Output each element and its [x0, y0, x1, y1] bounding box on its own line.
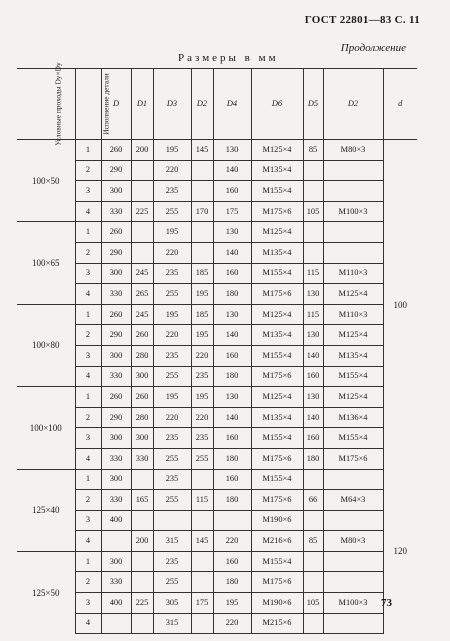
cell-d: 330 [101, 201, 131, 222]
cell-d2b [323, 551, 383, 572]
cell-d2a: 185 [191, 263, 213, 284]
cell-d6: M216×6 [251, 531, 303, 552]
cell-d2a: 235 [191, 366, 213, 387]
cell-d3: 220 [153, 325, 191, 346]
cell-version: 2 [75, 572, 101, 593]
cell-version: 2 [75, 407, 101, 428]
cell-d [101, 531, 131, 552]
cell-d3: 220 [153, 242, 191, 263]
cell-d5 [303, 160, 323, 181]
cell-d: 330 [101, 448, 131, 469]
table-row [17, 284, 417, 305]
cell-d3: 235 [153, 428, 191, 449]
table-row [17, 325, 417, 346]
cell-d: 400 [101, 593, 131, 614]
cell-d1: 245 [131, 304, 153, 325]
cell-version: 1 [75, 140, 101, 161]
cell-d: 260 [101, 304, 131, 325]
cell-version: 2 [75, 490, 101, 511]
cell-d5 [303, 613, 323, 634]
cell-version: 4 [75, 448, 101, 469]
cell-d6: M175×6 [251, 448, 303, 469]
cell-d1 [131, 160, 153, 181]
cell-version: 1 [75, 304, 101, 325]
cell-d5 [303, 572, 323, 593]
cell-d2a [191, 222, 213, 243]
cell-d1: 200 [131, 140, 153, 161]
cell-d2b [323, 572, 383, 593]
cell-version: 4 [75, 366, 101, 387]
table-row [17, 469, 417, 490]
table-row [17, 345, 417, 366]
col-header-d: D [101, 69, 131, 140]
cell-d: 260 [101, 387, 131, 408]
cell-d1: 225 [131, 593, 153, 614]
col-header-d3: D3 [153, 69, 191, 140]
cell-d2b: M175×6 [323, 448, 383, 469]
cell-d2a: 255 [191, 448, 213, 469]
cell-d2b: M155×4 [323, 366, 383, 387]
cell-d3: 235 [153, 469, 191, 490]
cell-d2b [323, 181, 383, 202]
cell-d2b: M110×3 [323, 304, 383, 325]
cell-d3: 315 [153, 613, 191, 634]
cell-d5: 85 [303, 140, 323, 161]
cell-d4: 140 [213, 242, 251, 263]
cell-d1: 165 [131, 490, 153, 511]
cell-d2a [191, 469, 213, 490]
col-header-d5: D5 [303, 69, 323, 140]
cell-d2b: M155×4 [323, 428, 383, 449]
standard-header: ГОСТ 22801—83 С. 11 [304, 14, 420, 26]
conditional-passage-cell: 100×100 [17, 387, 75, 469]
cell-d3: 220 [153, 407, 191, 428]
table-row [17, 222, 417, 243]
table-row [17, 140, 417, 161]
cell-d: 330 [101, 572, 131, 593]
cell-d: 290 [101, 407, 131, 428]
cell-d3: 305 [153, 593, 191, 614]
cell-version: 4 [75, 613, 101, 634]
cell-d3: 235 [153, 181, 191, 202]
cell-d3: 235 [153, 263, 191, 284]
cell-d4: 180 [213, 572, 251, 593]
cell-d2a: 145 [191, 531, 213, 552]
cell-d4: 140 [213, 407, 251, 428]
cell-version: 3 [75, 345, 101, 366]
cell-d4: 175 [213, 201, 251, 222]
cell-d5 [303, 551, 323, 572]
cell-d2b: M125×4 [323, 284, 383, 305]
cell-d2b: M100×3 [323, 201, 383, 222]
cell-d4: 160 [213, 263, 251, 284]
cell-d: 260 [101, 140, 131, 161]
cell-d: 120 [393, 546, 407, 557]
cell-d2b: M125×4 [323, 387, 383, 408]
cell-d2b [323, 222, 383, 243]
cell-d1 [131, 510, 153, 531]
cell-d2a [191, 510, 213, 531]
cell-d [101, 613, 131, 634]
cell-d2b: M136×4 [323, 407, 383, 428]
cell-d5 [303, 242, 323, 263]
cell-d4: 220 [213, 531, 251, 552]
table-row [17, 551, 417, 572]
cell-d4: 130 [213, 387, 251, 408]
cell-d6: M155×4 [251, 551, 303, 572]
cell-d5: 130 [303, 325, 323, 346]
cell-d6: M155×4 [251, 428, 303, 449]
col-header-d4: D4 [213, 69, 251, 140]
cell-d5: 130 [303, 284, 323, 305]
continued-label: Продолжение [340, 42, 406, 54]
cell-d6: M155×4 [251, 263, 303, 284]
cell-version: 1 [75, 551, 101, 572]
cell-d3: 235 [153, 551, 191, 572]
cell-d2a: 195 [191, 387, 213, 408]
cell-d2b [323, 469, 383, 490]
cell-d1: 280 [131, 345, 153, 366]
cell-d6: M125×4 [251, 222, 303, 243]
cell-d1: 260 [131, 325, 153, 346]
cell-d3: 235 [153, 345, 191, 366]
cell-d5: 105 [303, 201, 323, 222]
col-header-d1: D1 [131, 69, 153, 140]
cell-d3: 255 [153, 490, 191, 511]
cell-d1: 260 [131, 387, 153, 408]
cell-d4: 180 [213, 490, 251, 511]
cell-d2b: M125×4 [323, 325, 383, 346]
cell-d2a: 195 [191, 325, 213, 346]
cell-d1: 200 [131, 531, 153, 552]
cell-version: 1 [75, 469, 101, 490]
cell-d2a: 145 [191, 140, 213, 161]
table-row [17, 160, 417, 181]
cell-version: 3 [75, 428, 101, 449]
cell-version: 2 [75, 325, 101, 346]
conditional-passage-cell: 100×65 [17, 222, 75, 304]
col-header-small-d: d [383, 69, 417, 140]
cell-d: 300 [101, 469, 131, 490]
cell-d6: M125×4 [251, 304, 303, 325]
cell-d4: 220 [213, 613, 251, 634]
cell-d1 [131, 242, 153, 263]
cell-version: 4 [75, 531, 101, 552]
cell-d2a: 220 [191, 345, 213, 366]
cell-version: 1 [75, 222, 101, 243]
cell-d2a: 185 [191, 304, 213, 325]
cell-d2a: 235 [191, 428, 213, 449]
cell-d5: 130 [303, 387, 323, 408]
cell-d2b [323, 613, 383, 634]
cell-d4: 140 [213, 160, 251, 181]
cell-d2a: 195 [191, 284, 213, 305]
cell-d1 [131, 551, 153, 572]
table-body [17, 140, 417, 634]
dimensions-table [17, 62, 417, 634]
cell-d2b: M80×3 [323, 140, 383, 161]
cell-d: 330 [101, 366, 131, 387]
cell-d3 [153, 510, 191, 531]
cell-d2b: M135×4 [323, 345, 383, 366]
cell-d2a [191, 242, 213, 263]
conditional-passage-cell: 125×50 [17, 551, 75, 633]
cell-d5 [303, 510, 323, 531]
cell-d: 290 [101, 160, 131, 181]
cell-d: 260 [101, 222, 131, 243]
cell-d3: 255 [153, 201, 191, 222]
conditional-passage-cell: 125×40 [17, 469, 75, 551]
cell-d2a: 170 [191, 201, 213, 222]
cell-d6: M175×6 [251, 572, 303, 593]
cell-d: 300 [101, 263, 131, 284]
cell-d2b: M64×3 [323, 490, 383, 511]
cell-d4: 140 [213, 325, 251, 346]
table-row [17, 387, 417, 408]
units-caption: Размеры в мм [178, 52, 279, 64]
cell-d6: M135×4 [251, 160, 303, 181]
cell-d4: 160 [213, 469, 251, 490]
cell-d6: M175×6 [251, 366, 303, 387]
cell-d2a: 115 [191, 490, 213, 511]
cell-d2a: 175 [191, 593, 213, 614]
cell-d2a: 220 [191, 407, 213, 428]
cell-d4: 160 [213, 428, 251, 449]
cell-d3: 195 [153, 304, 191, 325]
cell-d5 [303, 181, 323, 202]
cell-d6: M175×6 [251, 201, 303, 222]
cell-d6: M125×4 [251, 387, 303, 408]
cell-d1: 280 [131, 407, 153, 428]
cell-d3: 195 [153, 387, 191, 408]
cell-d1: 300 [131, 366, 153, 387]
cell-d2a [191, 181, 213, 202]
cell-version: 3 [75, 510, 101, 531]
cell-d4 [213, 510, 251, 531]
cell-d3: 255 [153, 366, 191, 387]
cell-d5 [303, 222, 323, 243]
cell-d3: 255 [153, 572, 191, 593]
cell-d2b [323, 510, 383, 531]
cell-d4: 160 [213, 181, 251, 202]
cell-d2a [191, 613, 213, 634]
cell-d2a [191, 572, 213, 593]
cell-d2b [323, 242, 383, 263]
cell-d5: 115 [303, 263, 323, 284]
cell-d5: 180 [303, 448, 323, 469]
col-header-d2a: D2 [191, 69, 213, 140]
table-row [17, 448, 417, 469]
cell-d5: 160 [303, 428, 323, 449]
table-row [17, 593, 417, 614]
cell-d1: 245 [131, 263, 153, 284]
table-row [17, 490, 417, 511]
cell-d6: M155×4 [251, 345, 303, 366]
cell-version: 4 [75, 284, 101, 305]
cell-version: 2 [75, 160, 101, 181]
cell-d4: 130 [213, 140, 251, 161]
cell-d6: M135×4 [251, 242, 303, 263]
cell-d6: M215×6 [251, 613, 303, 634]
cell-d5 [303, 469, 323, 490]
cell-d1 [131, 222, 153, 243]
cell-d3: 195 [153, 140, 191, 161]
conditional-passage-cell: 100×50 [17, 140, 75, 222]
cell-d4: 180 [213, 448, 251, 469]
cell-d2a [191, 160, 213, 181]
cell-d3: 255 [153, 284, 191, 305]
cell-d2a [191, 551, 213, 572]
cell-version: 2 [75, 242, 101, 263]
cell-d5: 140 [303, 407, 323, 428]
cell-d6: M135×4 [251, 407, 303, 428]
cell-d5: 160 [303, 366, 323, 387]
cell-d1 [131, 469, 153, 490]
cell-version: 4 [75, 201, 101, 222]
cell-d1: 225 [131, 201, 153, 222]
cell-d1 [131, 181, 153, 202]
cell-d: 300 [101, 551, 131, 572]
cell-d6: M125×4 [251, 140, 303, 161]
cell-d2b: M100×3 [323, 593, 383, 614]
cell-d4: 180 [213, 366, 251, 387]
cell-d4: 160 [213, 345, 251, 366]
cell-d2b: M80×3 [323, 531, 383, 552]
cell-d5: 115 [303, 304, 323, 325]
cell-version: 3 [75, 181, 101, 202]
table-row [17, 572, 417, 593]
cell-d1: 330 [131, 448, 153, 469]
page-number: 73 [381, 597, 392, 609]
table-header-row [17, 69, 417, 140]
cell-d1: 265 [131, 284, 153, 305]
cell-d4: 195 [213, 593, 251, 614]
cell-d: 300 [101, 345, 131, 366]
cell-d4: 130 [213, 222, 251, 243]
table-row [17, 201, 417, 222]
table-row [17, 366, 417, 387]
table-row [17, 613, 417, 634]
cell-version: 3 [75, 593, 101, 614]
cell-d: 330 [101, 490, 131, 511]
cell-d5: 105 [303, 593, 323, 614]
table-row [17, 304, 417, 325]
cell-d5: 66 [303, 490, 323, 511]
cell-d1 [131, 613, 153, 634]
cell-d: 290 [101, 242, 131, 263]
cell-version: 3 [75, 263, 101, 284]
cell-d6: M155×4 [251, 469, 303, 490]
table-row [17, 407, 417, 428]
table-row [17, 510, 417, 531]
cell-d2b: M110×3 [323, 263, 383, 284]
cell-d3: 195 [153, 222, 191, 243]
cell-d3: 220 [153, 160, 191, 181]
cell-d: 100 [393, 299, 407, 310]
cell-d: 300 [101, 181, 131, 202]
cell-d3: 255 [153, 448, 191, 469]
cell-version: 1 [75, 387, 101, 408]
cell-d5: 85 [303, 531, 323, 552]
cell-d2b [323, 160, 383, 181]
cell-d: 290 [101, 325, 131, 346]
cell-d4: 180 [213, 284, 251, 305]
cell-d1: 300 [131, 428, 153, 449]
cell-d6: M190×6 [251, 510, 303, 531]
cell-d1 [131, 572, 153, 593]
conditional-passage-cell: 100×80 [17, 304, 75, 386]
table-row [17, 428, 417, 449]
col-header-version: Исполнение детали [75, 69, 101, 140]
cell-d3: 315 [153, 531, 191, 552]
cell-d6: M175×6 [251, 490, 303, 511]
col-header-d6: D6 [251, 69, 303, 140]
cell-d: 330 [101, 284, 131, 305]
col-header-d2b: D2 [323, 69, 383, 140]
cell-d6: M155×4 [251, 181, 303, 202]
cell-d6: M135×4 [251, 325, 303, 346]
table-row [17, 242, 417, 263]
col-header-conditional-passage: Условные проходы Dy×Dy [17, 69, 75, 140]
cell-d6: M175×6 [251, 284, 303, 305]
table-row [17, 531, 417, 552]
table-row [17, 263, 417, 284]
cell-d4: 130 [213, 304, 251, 325]
cell-d6: M190×6 [251, 593, 303, 614]
table-row [17, 181, 417, 202]
cell-d5: 140 [303, 345, 323, 366]
cell-d4: 160 [213, 551, 251, 572]
cell-d: 300 [101, 428, 131, 449]
cell-d: 400 [101, 510, 131, 531]
